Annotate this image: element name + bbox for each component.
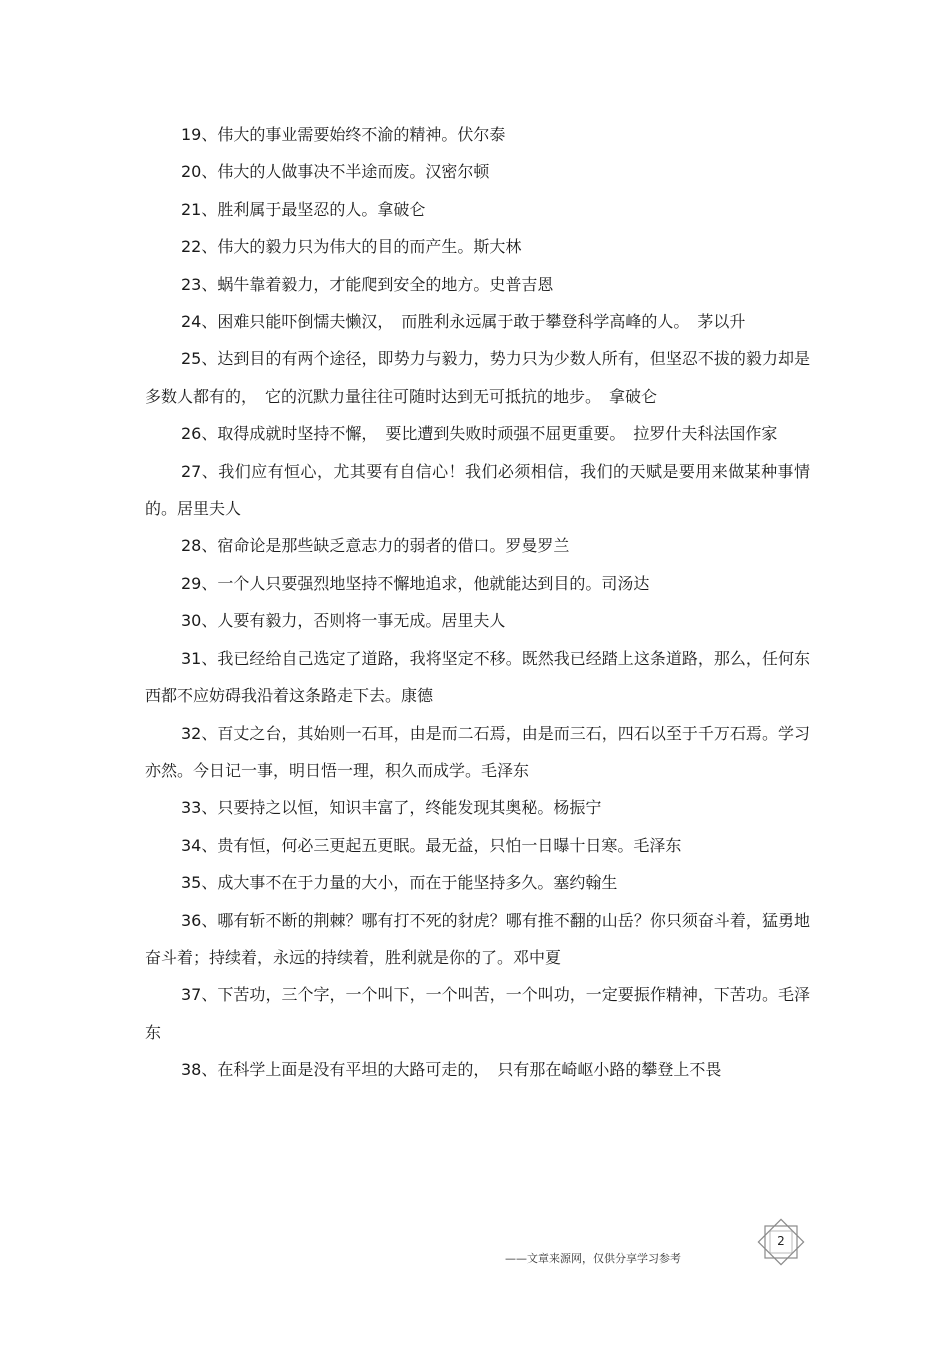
quote-35: 35、成大事不在于力量的大小，而在于能坚持多久。塞约翰生: [181, 873, 618, 893]
quote-28: 28、宿命论是那些缺乏意志力的弱者的借口。罗曼罗兰: [181, 536, 570, 556]
quote-24: 24、困难只能吓倒懦夫懒汉， 而胜利永远属于敢于攀登科学高峰的人。 茅以升: [181, 312, 746, 332]
quote-32: 32、百丈之台，其始则一石耳，由是而二石焉，由是而三石，四石以至于千万石焉。学习亦然。今日记一事，明日悟一理，积久而成学。毛泽东: [145, 723, 810, 780]
quote-list: [145, 116, 810, 1089]
footer-source-note: ——文章来源网，仅供分享学习参考: [505, 1252, 681, 1265]
quote-36: 36、哪有斩不断的荆棘？哪有打不死的豺虎？哪有推不翻的山岳？你只须奋斗着，猛勇地奋斗着；持续着，永远的持续着，胜利就是你的了。邓中夏: [145, 910, 810, 967]
quote-31: 31、我已经给自己选定了道路，我将坚定不移。既然我已经踏上这条道路，那么，任何东西都不应妨碍我沿着这条路走下去。康德: [145, 648, 810, 706]
quote-34: 34、贵有恒，何必三更起五更眠。最无益，只怕一日曝十日寒。毛泽东: [181, 835, 682, 855]
quote-37: 37、下苦功，三个字，一个叫下，一个叫苦，一个叫功，一定要振作精神，下苦功。毛泽东: [145, 985, 810, 1042]
page-number: 2: [777, 1234, 785, 1248]
quote-38: 38、在科学上面是没有平坦的大路可走的， 只有那在崎岖小路的攀登上不畏: [181, 1060, 722, 1080]
quote-22: 22、伟大的毅力只为伟大的目的而产生。斯大林: [181, 237, 522, 257]
quote-20: 20、伟大的人做事决不半途而废。汉密尔顿: [181, 162, 490, 182]
quote-19: 19、伟大的事业需要始终不渝的精神。伏尔泰: [181, 125, 506, 144]
page-number-badge: [757, 1218, 805, 1266]
quote-26: 26、取得成就时坚持不懈， 要比遭到失败时顽强不屈更重要。 拉罗什夫科法国作家: [181, 424, 778, 444]
quote-23: 23、蜗牛靠着毅力，才能爬到安全的地方。史普吉恩: [181, 274, 554, 294]
quote-25: 25、达到目的有两个途径，即势力与毅力，势力只为少数人所有，但坚忍不拔的毅力却是多数人都有的， 它的沉默力量往往可随时达到无可抵抗的地步。 拿破仑: [145, 349, 810, 406]
quote-21: 21、胜利属于最坚忍的人。拿破仑: [181, 199, 426, 219]
quote-29: 29、一个人只要强烈地坚持不懈地追求，他就能达到目的。司汤达: [181, 573, 650, 593]
quote-30: 30、人要有毅力，否则将一事无成。居里夫人: [181, 611, 506, 631]
quote-33: 33、只要持之以恒，知识丰富了，终能发现其奥秘。杨振宁: [181, 798, 602, 818]
quote-27: 27、我们应有恒心，尤其要有自信心！我们必须相信，我们的天赋是要用来做某种事情的。居里夫人: [145, 461, 810, 519]
